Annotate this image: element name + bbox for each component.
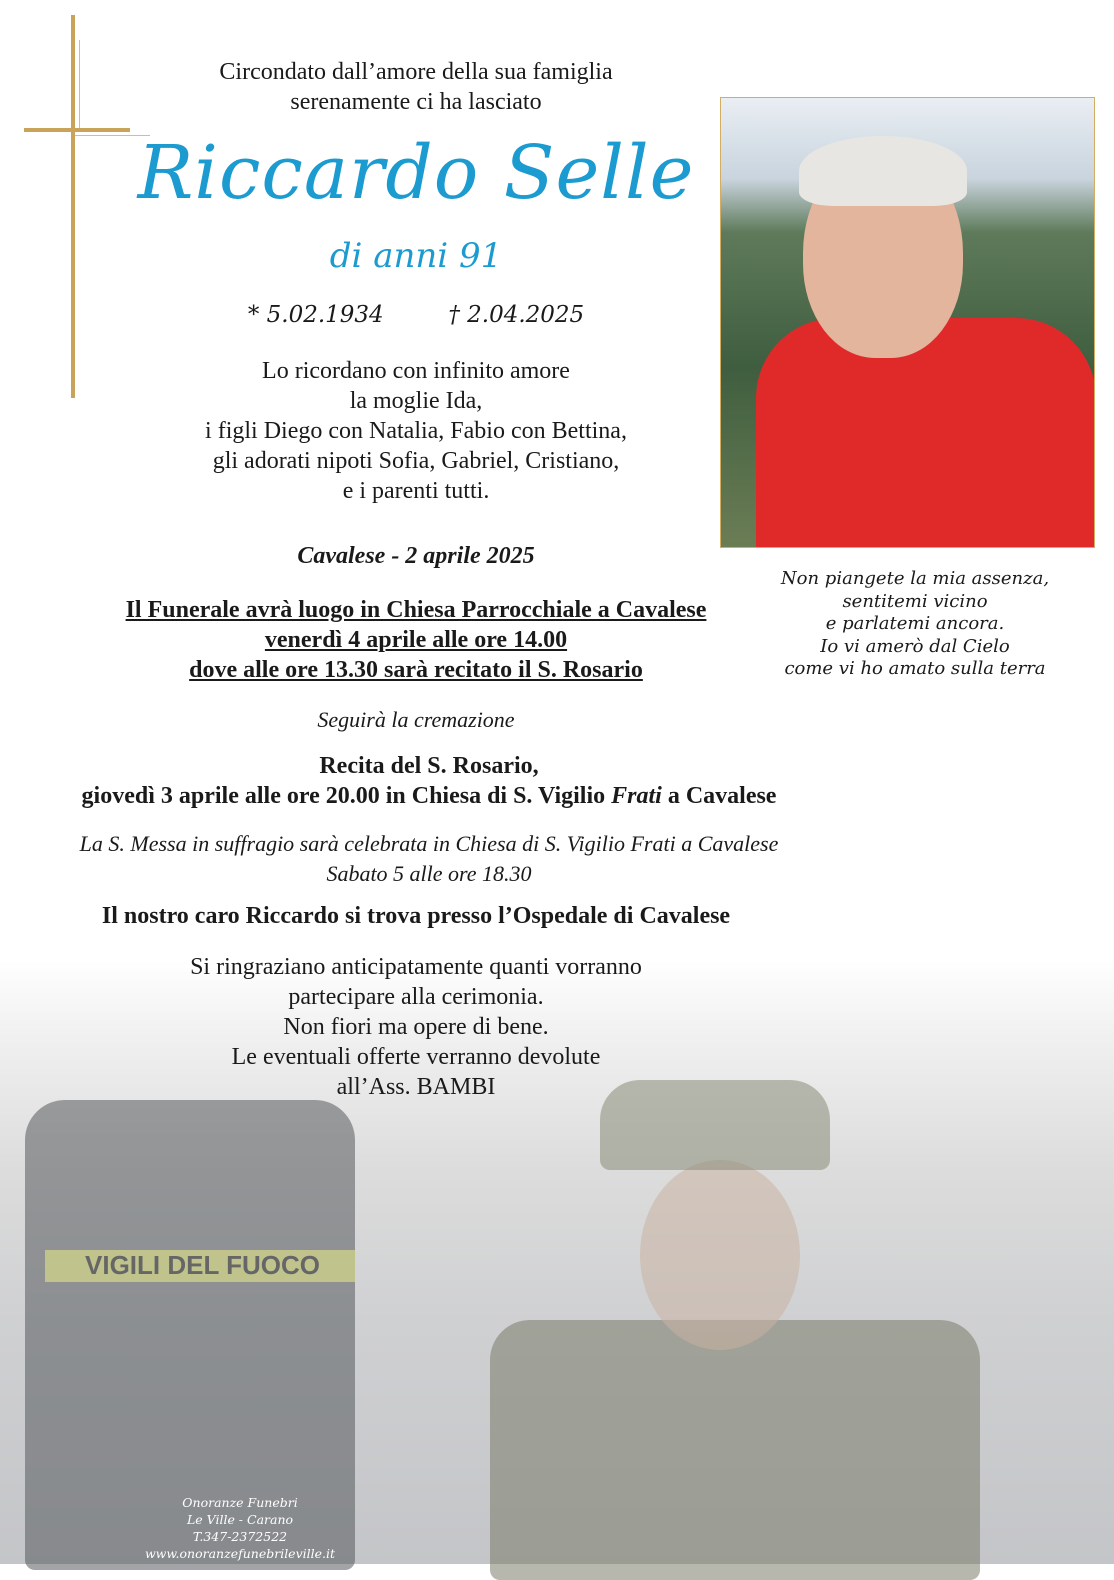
- poem-line: Non piangete la mia assenza,: [780, 568, 1050, 589]
- intro-line-2: serenamente ci ha lasciato: [290, 89, 542, 115]
- birth-date: * 5.02.1934: [247, 302, 384, 328]
- thanks-note: [0, 952, 832, 1102]
- dates: [0, 302, 832, 328]
- funeral-home-credits: [120, 1494, 360, 1562]
- rosary-line: Recita del S. Rosario,: [319, 753, 539, 779]
- thanks-line: Si ringraziano anticipatamente quanti vorranno: [190, 954, 642, 980]
- intro-line-1: Circondato dall’amore della sua famiglia: [219, 59, 613, 85]
- funeral-line: Il Funerale avrà luogo in Chiesa Parrocchiale a Cavalese: [125, 597, 707, 623]
- portrait-sweater: [756, 318, 1095, 548]
- poem-line: e parlatemi ancora.: [825, 613, 1005, 634]
- background-text: VIGILI DEL FUOCO: [45, 1250, 355, 1282]
- thanks-line: Le eventuali offerte verranno devolute: [231, 1044, 601, 1070]
- rosary-text: a Cavalese: [661, 783, 777, 809]
- thanks-line: Non fiori ma opere di bene.: [283, 1014, 549, 1040]
- poem-line: Io vi amerò dal Cielo: [820, 635, 1010, 657]
- mass-line: Sabato 5 alle ore 18.30: [326, 861, 532, 886]
- rosary-info: [0, 751, 858, 811]
- credits-line: Onoranze Funebri: [182, 1495, 298, 1510]
- funeral-info: [0, 595, 832, 685]
- funeral-line: venerdì 4 aprile alle ore 14.00: [264, 627, 568, 653]
- family-line: e i parenti tutti.: [342, 478, 490, 504]
- portrait-hair: [799, 136, 967, 206]
- place-date: Cavalese - 2 aprile 2025: [297, 543, 535, 569]
- poem-line: sentitemi vicino: [842, 590, 988, 612]
- thanks-line: partecipare alla cerimonia.: [288, 984, 544, 1010]
- cremation-note: Seguirà la cremazione: [317, 707, 515, 732]
- location-info: Il nostro caro Riccardo si trova presso l’Ospedale di Cavalese: [101, 903, 731, 929]
- mass-info: [0, 829, 858, 889]
- rosary-text: Frati: [611, 783, 662, 809]
- credits-phone: T.347-2372522: [192, 1529, 288, 1544]
- family-line: Lo ricordano con infinito amore: [262, 358, 570, 384]
- family-line: gli adorati nipoti Sofia, Gabriel, Cristiano,: [212, 448, 620, 474]
- portrait-photo: [720, 97, 1095, 548]
- funeral-line: dove alle ore 13.30 sarà recitato il S. Rosario: [189, 657, 643, 683]
- thanks-line: all’Ass. BAMBI: [336, 1074, 496, 1100]
- family-line: i figli Diego con Natalia, Fabio con Bettina,: [205, 418, 627, 444]
- officer-head: [640, 1160, 800, 1350]
- credits-website: www.onoranzefunebrileville.it: [144, 1546, 336, 1561]
- mass-line: La S. Messa in suffragio sarà celebrata in Chiesa di S. Vigilio Frati a Cavalese: [79, 831, 779, 856]
- deceased-name: Riccardo Selle: [137, 130, 695, 216]
- poem-line: come vi ho amato sulla terra: [784, 658, 1046, 679]
- age: di anni 91: [329, 236, 503, 276]
- officer-figure: [490, 1320, 980, 1580]
- poem: [760, 568, 1070, 681]
- credits-line: Le Ville - Carano: [186, 1512, 294, 1527]
- rosary-line: [0, 781, 858, 811]
- rosary-text: giovedì 3 aprile alle ore 20.00 in Chiesa di S. Vigilio: [81, 783, 612, 809]
- family-line: la moglie Ida,: [349, 388, 483, 414]
- death-date: † 2.04.2025: [448, 302, 585, 328]
- family-list: [0, 356, 832, 506]
